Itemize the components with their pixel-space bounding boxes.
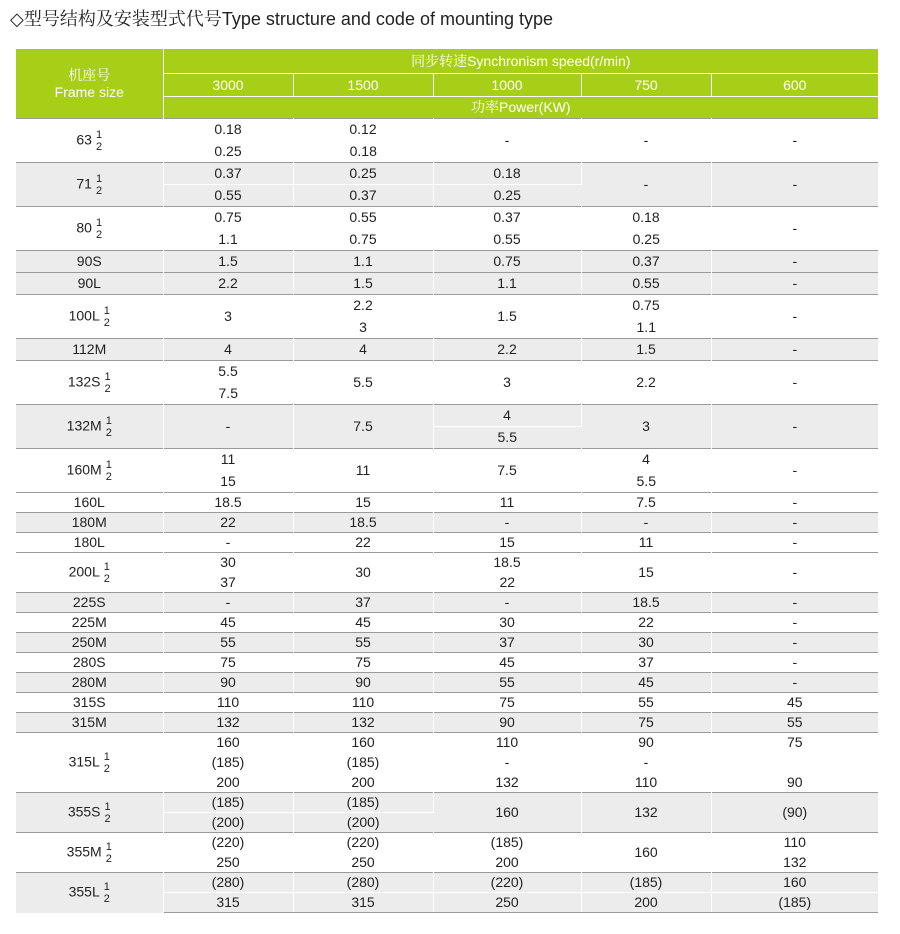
frame-size-cell [16,207,163,251]
power-cell: 0.55 [293,207,433,229]
frame-size-header-en: Frame size [54,83,124,100]
frame-size-label: 112M [72,341,107,357]
power-cell: 55 [581,693,711,713]
fraction-denominator: 2 [105,470,112,483]
power-cell: 110 [433,733,581,753]
power-cell: (185) [711,893,878,913]
frame-size-label: 315L [68,753,100,770]
frame-size-cell [16,833,163,873]
power-cell: 75 [163,653,293,673]
power-cell: - [711,613,878,633]
frame-size-cell [16,733,163,793]
power-cell: - [711,493,878,513]
power-cell: 75 [711,733,878,753]
frame-size-label: 63 [76,131,92,148]
power-cell: 160 [711,873,878,893]
frame-size-cell [16,493,163,513]
power-cell: 0.25 [293,163,433,185]
frame-size-label: 315S [72,694,106,710]
table-row [16,119,878,141]
fraction-marker [104,881,110,905]
fraction-numerator: 1 [95,216,103,229]
power-cell: 18.5 [293,513,433,533]
power-cell: (220) [293,833,433,853]
power-cell: 132 [581,793,711,833]
power-cell: 4 [163,339,293,361]
power-cell: 90 [711,773,878,793]
power-cell: 90 [163,673,293,693]
power-cell: - [163,593,293,613]
power-cell: - [581,753,711,773]
power-cell: 160 [293,733,433,753]
table-row [16,295,878,317]
power-cell: - [711,207,878,251]
fraction-numerator: 1 [104,800,111,813]
speed-header-750: 750 [581,74,711,97]
frame-size-cell [16,673,163,693]
power-cell: 0.37 [293,185,433,207]
frame-size-label: 200L [68,563,100,580]
power-cell: 132 [293,713,433,733]
frame-size-label: 90L [77,275,101,291]
power-cell: 0.12 [293,119,433,141]
power-cell: 45 [293,613,433,633]
power-cell: 200 [293,773,433,793]
power-cell: - [581,513,711,533]
power-cell: - [711,163,878,207]
power-cell: 1.1 [581,317,711,339]
power-cell: 132 [711,853,878,873]
speed-header-1000: 1000 [433,74,581,97]
frame-size-cell [16,513,163,533]
frame-size-cell [16,873,163,913]
power-cell: 7.5 [163,383,293,405]
power-cell: 22 [293,533,433,553]
fraction-numerator: 1 [103,750,110,763]
fraction-marker [105,371,111,395]
table-row [16,251,878,273]
power-cell: - [711,673,878,693]
fraction-marker [96,173,102,197]
frame-size-header-cn: 机座号 [68,66,111,83]
fraction-denominator: 2 [104,382,111,395]
power-cell: (185) [433,833,581,853]
frame-size-cell [16,713,163,733]
power-cell: 90 [293,673,433,693]
power-cell: 75 [581,713,711,733]
frame-size-label: 225S [72,594,106,610]
table-row [16,593,878,613]
power-cell: 200 [581,893,711,913]
power-cell: 7.5 [581,493,711,513]
power-cell: - [711,633,878,653]
power-cell: 3 [581,405,711,449]
frame-size-label: 315M [71,714,107,730]
power-cell: 132 [163,713,293,733]
power-cell: 1.1 [433,273,581,295]
power-cell: (185) [163,753,293,773]
frame-size-cell [16,693,163,713]
fraction-numerator: 1 [105,414,112,427]
power-cell: 75 [293,653,433,673]
power-cell: 37 [163,573,293,593]
power-cell: 0.75 [433,251,581,273]
power-cell: 37 [433,633,581,653]
power-cell: 30 [163,553,293,573]
table-row [16,273,878,295]
frame-size-cell [16,251,163,273]
power-cell: 160 [581,833,711,873]
frame-size-cell [16,163,163,207]
power-cell: 0.37 [581,251,711,273]
fraction-denominator: 2 [103,316,110,329]
fraction-numerator: 1 [103,304,110,317]
power-cell: 55 [163,633,293,653]
frame-size-label: 180L [73,534,105,550]
power-cell: - [711,653,878,673]
power-cell: 0.25 [163,141,293,163]
frame-size-label: 132M [66,417,102,434]
power-cell: 11 [163,449,293,471]
table-row [16,673,878,693]
speed-header-1500: 1500 [293,74,433,97]
frame-size-label: 90S [76,253,102,269]
power-cell: 3 [433,361,581,405]
frame-size-label: 160L [73,494,105,510]
power-cell: 1.5 [581,339,711,361]
power-cell: 45 [163,613,293,633]
power-cell: 75 [433,693,581,713]
power-cell: 1.1 [293,251,433,273]
power-cell: (90) [711,793,878,833]
frame-size-label: 225M [71,614,107,630]
frame-size-cell [16,593,163,613]
power-cell: 7.5 [433,449,581,493]
power-cell: 0.75 [581,295,711,317]
power-cell: 45 [433,653,581,673]
fraction-marker [106,841,112,865]
power-cell: 132 [433,773,581,793]
power-cell: (200) [293,813,433,833]
power-cell: 0.37 [163,163,293,185]
power-cell: 15 [581,553,711,593]
power-cell: - [711,405,878,449]
power-cell: 5.5 [581,471,711,493]
power-cell: 90 [581,733,711,753]
table-row [16,405,878,427]
fraction-denominator: 2 [95,184,103,197]
table-row [16,833,878,853]
table-row [16,339,878,361]
frame-size-label: 280S [72,654,106,670]
power-cell: - [711,513,878,533]
power-cell: 1.1 [163,229,293,251]
power-cell: - [711,295,878,339]
power-cell: - [711,553,878,593]
power-cell: 315 [293,893,433,913]
power-cell: 0.55 [581,273,711,295]
table-row [16,493,878,513]
power-cell: (220) [163,833,293,853]
table-row [16,713,878,733]
frame-size-label: 80 [76,219,92,236]
mounting-type-table [16,49,878,913]
power-cell: 30 [433,613,581,633]
frame-size-cell [16,633,163,653]
power-cell: 160 [433,793,581,833]
frame-size-label: 355M [66,843,102,860]
frame-size-label: 355S [67,803,101,820]
sync-speed-header: 同步转速Synchronism speed(r/min) [163,49,878,74]
power-cell: 55 [433,673,581,693]
table-row [16,207,878,229]
table-row [16,513,878,533]
power-cell: 315 [163,893,293,913]
power-cell: (185) [293,753,433,773]
power-cell: 0.75 [293,229,433,251]
power-cell: - [711,119,878,163]
frame-size-label: 160M [66,461,102,478]
table-row [16,793,878,813]
fraction-denominator: 2 [105,426,112,439]
power-cell: 22 [163,513,293,533]
fraction-denominator: 2 [104,812,111,825]
power-cell: 18.5 [433,553,581,573]
frame-size-cell [16,653,163,673]
power-cell: 1.5 [433,295,581,339]
power-cell: 4 [433,405,581,427]
power-cell: 11 [433,493,581,513]
power-cell [711,753,878,773]
power-cell: (220) [433,873,581,893]
power-cell: - [711,593,878,613]
power-cell: (200) [163,813,293,833]
power-cell: 30 [581,633,711,653]
table-row [16,653,878,673]
power-cell: 7.5 [293,405,433,449]
power-cell: 55 [711,713,878,733]
frame-size-label: 132S [67,373,101,390]
power-cell: 2.2 [581,361,711,405]
power-cell: 30 [293,553,433,593]
power-cell: (280) [163,873,293,893]
power-cell: 22 [581,613,711,633]
fraction-denominator: 2 [95,228,103,241]
power-cell: 1.5 [163,251,293,273]
power-cell: 15 [433,533,581,553]
fraction-numerator: 1 [95,172,103,185]
frame-size-cell [16,793,163,833]
fraction-marker [96,217,102,241]
fraction-numerator: 1 [105,458,112,471]
power-cell: 110 [711,833,878,853]
table-row [16,733,878,753]
frame-size-cell [16,339,163,361]
power-cell: - [433,593,581,613]
power-cell: 3 [293,317,433,339]
frame-size-label: 250M [71,634,107,650]
frame-size-cell [16,553,163,593]
fraction-denominator: 2 [103,572,110,585]
frame-size-label: 180M [71,514,107,530]
table-row [16,693,878,713]
power-cell: (185) [581,873,711,893]
power-cell: 0.55 [163,185,293,207]
frame-size-header [16,49,163,119]
power-cell: - [433,753,581,773]
fraction-numerator: 1 [95,128,103,141]
power-cell: 1.5 [293,273,433,295]
power-cell: 0.18 [293,141,433,163]
table-row [16,361,878,383]
table-row [16,873,878,893]
speed-header-600: 600 [711,74,878,97]
frame-size-cell [16,449,163,493]
table-row [16,633,878,653]
power-cell: - [581,119,711,163]
power-cell: - [711,273,878,295]
table-row [16,613,878,633]
fraction-denominator: 2 [103,762,110,775]
frame-size-cell [16,533,163,553]
fraction-denominator: 2 [105,852,112,865]
fraction-marker [106,459,112,483]
power-cell: 5.5 [433,427,581,449]
power-cell: 2.2 [433,339,581,361]
power-cell: 55 [293,633,433,653]
power-cell: 200 [433,853,581,873]
power-cell: 11 [581,533,711,553]
table-row [16,449,878,471]
power-cell: 250 [163,853,293,873]
power-cell: - [163,533,293,553]
power-cell: - [711,251,878,273]
fraction-marker [104,561,110,585]
power-cell: 3 [163,295,293,339]
power-cell: 15 [293,493,433,513]
power-cell: 0.37 [433,207,581,229]
fraction-marker [105,801,111,825]
power-cell: 37 [581,653,711,673]
frame-size-cell [16,273,163,295]
fraction-denominator: 2 [95,140,103,153]
frame-size-label: 100L [68,307,100,324]
power-cell: (185) [163,793,293,813]
power-cell: - [711,339,878,361]
power-cell: 45 [581,673,711,693]
power-cell: 5.5 [163,361,293,383]
power-cell: - [433,119,581,163]
power-cell: 90 [433,713,581,733]
power-cell: 11 [293,449,433,493]
power-cell: - [581,163,711,207]
frame-size-cell [16,119,163,163]
power-cell: 18.5 [163,493,293,513]
power-cell: 4 [293,339,433,361]
frame-size-label: 71 [76,175,92,192]
frame-size-cell [16,405,163,449]
table-row [16,533,878,553]
power-cell: - [711,449,878,493]
power-cell: - [711,533,878,553]
power-cell: (280) [293,873,433,893]
power-cell: 18.5 [581,593,711,613]
power-cell: 110 [581,773,711,793]
power-cell: 0.25 [581,229,711,251]
fraction-marker [104,751,110,775]
power-cell: 0.55 [433,229,581,251]
power-cell: (185) [293,793,433,813]
power-cell: 0.75 [163,207,293,229]
power-cell: 0.18 [163,119,293,141]
frame-size-label: 355L [68,883,100,900]
table-body [16,119,878,913]
power-cell: 250 [433,893,581,913]
power-cell: 160 [163,733,293,753]
table-row [16,163,878,185]
frame-size-cell [16,295,163,339]
page-title: ◇型号结构及安装型式代号Type structure and code of mounting type [10,9,554,29]
fraction-numerator: 1 [104,370,111,383]
fraction-marker [104,305,110,329]
power-cell: 2.2 [293,295,433,317]
power-cell: 22 [433,573,581,593]
power-cell: - [711,361,878,405]
fraction-marker [106,415,112,439]
fraction-numerator: 1 [103,560,110,573]
power-cell: 2.2 [163,273,293,295]
power-cell: 37 [293,593,433,613]
speed-header-3000: 3000 [163,74,293,97]
frame-size-cell [16,613,163,633]
fraction-numerator: 1 [103,880,110,893]
power-cell: 4 [581,449,711,471]
frame-size-label: 280M [71,674,107,690]
power-header: 功率Power(KW) [163,97,878,119]
power-cell: 0.25 [433,185,581,207]
power-cell: - [433,513,581,533]
power-cell: 45 [711,693,878,713]
power-cell: 5.5 [293,361,433,405]
power-cell: 250 [293,853,433,873]
power-cell: 110 [163,693,293,713]
power-cell: 200 [163,773,293,793]
table-row [16,553,878,573]
power-cell: 15 [163,471,293,493]
fraction-denominator: 2 [103,892,110,905]
fraction-numerator: 1 [105,840,112,853]
power-cell: 0.18 [581,207,711,229]
power-cell: 110 [293,693,433,713]
frame-size-cell [16,361,163,405]
fraction-marker [96,129,102,153]
power-cell: - [163,405,293,449]
power-cell: 0.18 [433,163,581,185]
